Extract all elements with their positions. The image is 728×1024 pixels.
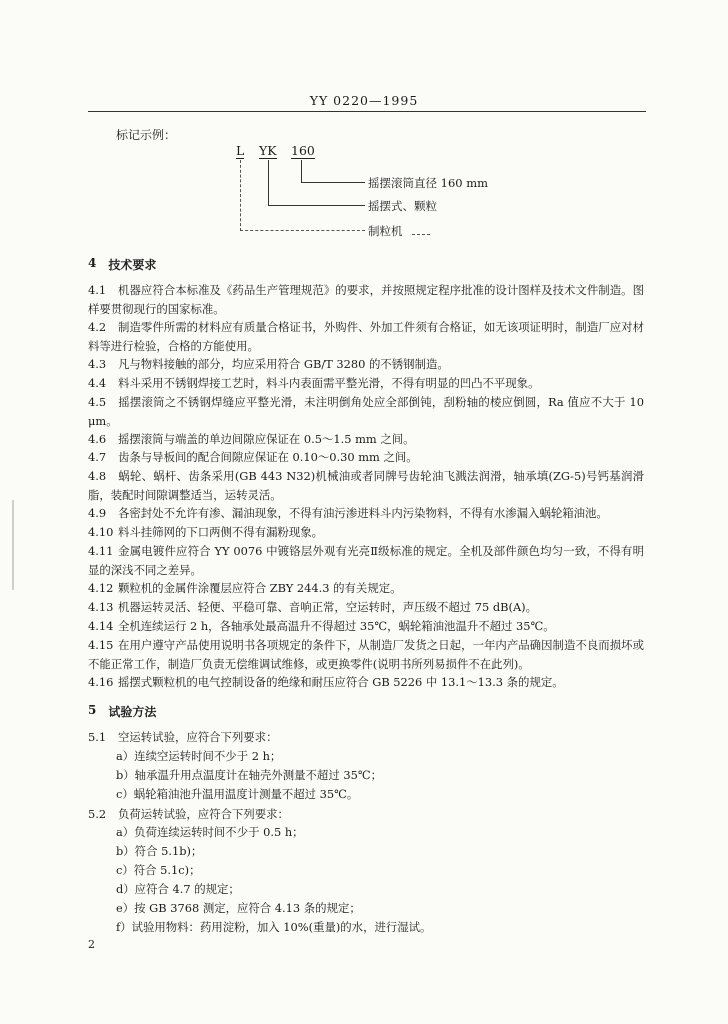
- list-item-5-1-c: c）蜗轮箱油池升温用温度计测量不超过 35℃。: [116, 787, 359, 801]
- list-item-5-2-b: b）符合 5.1b)；: [116, 844, 203, 858]
- page-number: 2: [88, 938, 95, 951]
- list-item-5-2-c: c）符合 5.1c)；: [116, 863, 201, 877]
- section-5-number: 5: [88, 703, 97, 717]
- clause-4-13: 4.13 机器运转灵活、轻便、平稳可靠、音响正常，空运转时，声压级不超过 75 dB(A)。: [88, 600, 538, 614]
- list-item-5-2-d: d）应符合 4.7 的规定；: [116, 882, 240, 896]
- section-4-title: 技术要求: [108, 258, 157, 272]
- clause-4-1: 4.1 机器应符合本标准及《药品生产管理规范》的要求，并按照规定程序批准的设计图样及技术文件制造。图样要贯彻现行的国家标准。: [88, 283, 644, 316]
- marking-label: 标记示例：: [116, 128, 177, 142]
- code-num: 160: [291, 143, 315, 158]
- clause-4-6: 4.6 摇摆滚筒与端盖的单边间隙应保证在 0.5～1.5 mm 之间。: [88, 432, 415, 446]
- leader-160-v: [301, 160, 302, 183]
- clause-5-1: 5.1 空运转试验，应符合下列要求：: [88, 730, 278, 744]
- annotation-type: 摇摆式、颗粒: [368, 199, 437, 213]
- clause-4-9: 4.9 各密封处不允许有渗、漏油现象，不得有油污渗进料斗内污染物料，不得有水渗漏入蜗轮箱油池。: [88, 506, 608, 520]
- clause-4-5: 4.5 摇摆滚筒之不锈钢焊缝应平整光滑，未注明倒角处应全部倒钝，刮粉轴的棱应倒圆，Ra 值应不大于 10 μm。: [88, 395, 644, 428]
- clause-4-15: 4.15 在用户遵守产品使用说明书各项规定的条件下，从制造厂发货之日起，一年内产品确因制造不良而损坏或不能正常工作，制造厂负责无偿维调试维修，或更换零件(说明书所列易损件不在此列)。: [88, 638, 644, 671]
- section-5-heading: [88, 703, 156, 720]
- header-rule: [88, 111, 646, 112]
- clause-5-2: 5.2 负荷运转试验，应符合下列要求：: [88, 807, 289, 821]
- clause-4-8: 4.8 蜗轮、蜗杆、齿条采用(GB 443 N32)机械油或者同牌号齿轮油飞溅法润滑，轴承填(ZG-5)号钙基润滑脂，装配时间隙调整适当，运转灵活。: [88, 469, 644, 502]
- list-item-5-2-f: f）试验用物料：药用淀粉，加入 10%(重量)的水，进行湿试。: [116, 920, 432, 934]
- clause-4-2: 4.2 制造零件所需的材料应有质量合格证书，外购件、外加工件须有合格证，如无该项证明时，制造厂应对材料等进行检验，合格的方能使用。: [88, 320, 644, 353]
- scan-artifact: [12, 500, 14, 590]
- list-item-5-2-e: e）按 GB 3768 测定，应符合 4.13 条的规定；: [116, 901, 361, 915]
- clause-4-7: 4.7 齿条与导板间的配合间隙应保证在 0.10～0.30 mm 之间。: [88, 450, 418, 464]
- leader-l-v: [240, 160, 241, 231]
- clause-4-11: 4.11 金属电镀件应符合 YY 0076 中镀铬层外观有光亮Ⅱ级标准的规定。全机及部件颜色均匀一致，不得有明显的深浅不同之差异。: [88, 544, 644, 577]
- section-4-heading: [88, 256, 156, 273]
- list-item-5-1-a: a）连续空运转时间不少于 2 h；: [116, 749, 282, 763]
- section-5-title: 试验方法: [108, 705, 157, 719]
- leader-yk-v: [268, 160, 269, 206]
- clause-4-10: 4.10 料斗挂筛网的下口两侧不得有漏粉现象。: [88, 525, 324, 539]
- annotation-machine: 制粒机: [368, 224, 403, 238]
- code-l: L: [236, 143, 245, 158]
- clause-4-4: 4.4 料斗采用不锈钢焊接工艺时，料斗内表面需平整光滑，不得有明显的凹凸不平现象。: [88, 376, 540, 390]
- clause-4-16: 4.16 摇摆式颗粒机的电气控制设备的绝缘和耐压应符合 GB 5226 中 13.1～13.3 条的规定。: [88, 675, 564, 689]
- leader-l-h: [240, 230, 365, 231]
- doc-header: YY 0220—1995: [309, 93, 419, 108]
- list-item-5-1-b: b）轴承温升用点温度计在轴壳外测量不超过 35℃；: [116, 768, 382, 782]
- list-item-5-2-a: a）负荷连续运转时间不少于 0.5 h；: [116, 825, 304, 839]
- section-4-number: 4: [88, 256, 97, 270]
- clause-4-12: 4.12 颗粒机的金属件涂覆层应符合 ZBY 244.3 的有关规定。: [88, 581, 402, 595]
- annotation-diameter: 摇摆滚筒直径 160 mm: [368, 176, 489, 190]
- leader-160-h: [301, 182, 365, 183]
- code-yk: YK: [259, 143, 277, 158]
- annotation-machine-dash: [412, 234, 430, 235]
- clause-4-14: 4.14 全机连续运行 2 h，各轴承处最高温升不得超过 35℃，蜗轮箱油池温升不超过 35℃。: [88, 619, 555, 633]
- clause-4-3: 4.3 凡与物料接触的部分，均应采用符合 GB/T 3280 的不锈钢制造。: [88, 357, 449, 371]
- leader-yk-h: [268, 205, 365, 206]
